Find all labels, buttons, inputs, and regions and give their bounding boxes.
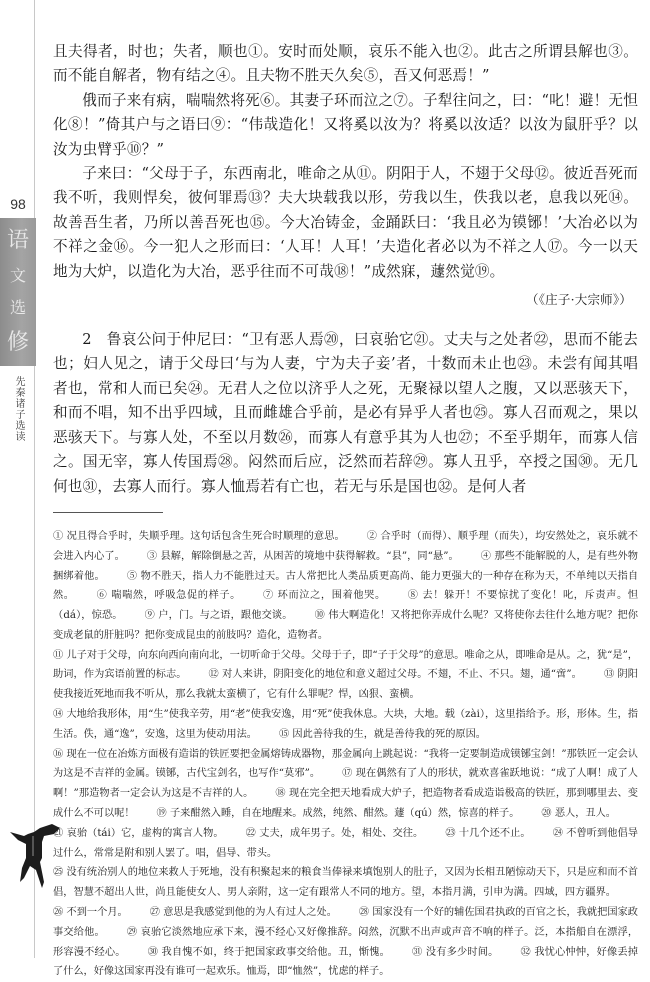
footnote: ㉛ 没有多少时间。	[412, 946, 499, 958]
footnote: ⑤ 物不胜天，指人力不能胜过天。古人常把比人类品质更高尚、能力更强大的一种存在称为天，不单纯以天指自然。	[53, 570, 639, 602]
footnote: ⑥ 喘喘然，呼吸急促的样子。	[96, 590, 241, 602]
source-citation: （《庄子·大宗师》）	[526, 292, 632, 308]
book-title: 先秦诸子选读	[13, 376, 24, 442]
footnote: ⑭ 大地给我形体，用“生”使我辛劳，用“老”使我安逸，用“死”使我休息。大块，大地。载（zài），这里指给予。形，形体。生，指生活。佚，通“逸”，安逸，这里为使动用法。	[53, 709, 638, 740]
footnote: ⑬ 阴阳使我接近死地而我不听从，那么我就太蛮横了，它有什么罪呢？悍，凶狠、蛮横。	[53, 669, 638, 701]
footnote: ② 合乎时（而得）、顺乎理（而失），均安然处之，哀乐就不会进入内心了。	[53, 530, 638, 562]
paragraph: 子来曰：“父母于子，东西南北，唯命之从⑪。阴阳于人，不翅于父母⑫。彼近吾死而我不听，我则悍矣，彼何罪焉⑬？夫大块载我以形，劳我以生，佚我以老，息我以死⑭。故善吾生者，乃所以善吾死也⑮。今大冶铸金，金踊跃曰：‘我且必为镆铘！’大冶必以为不祥之金⑯。今一犯人之形而曰：‘人耳！人耳！’夫造化者必以为不祥之人⑰。今一以天地为大炉，以造化为大冶，恶乎往而不可哉⑱！”成然寐，蘧然觉⑲。	[53, 165, 638, 280]
paragraph: 且夫得者，时也；失者，顺也①。安时而处顺，哀乐不能入也②。此古之所谓县解也③。而不能自解者，物有结之④。且夫物不胜天久矣⑤，吾又何恶焉！”	[53, 43, 638, 85]
section-gap	[53, 310, 638, 328]
footnote: ⑮ 因此善待我的生，就是善待我的死的原因。	[278, 728, 486, 740]
footnote: ⑱ 现在完全把天地看成大炉子，把造物者看成造诣极高的铁匠，那到哪里去、变成什么不可以呢！	[53, 788, 638, 820]
footnote: ⑨ 户，门。与之语，跟他交谈。	[144, 610, 293, 622]
series-char: 语	[6, 228, 29, 253]
page-number: 98	[10, 196, 26, 212]
footnote: ⑫ 对人来讲，阴阳变化的地位和意义超过父母。不翅，不止、不只。翅，通“啻”。	[208, 669, 582, 681]
footnote: ⑧ 去！躲开！不要惊扰了变化！叱，斥责声。怛（dá），惊恐。	[53, 590, 638, 622]
footnote: ㉙ 哀骀它淡然地应承下来，漫不经心又好像推辞。闷然，沉默不出声或声音不响的样子。泛，本指船自在漂浮，形容漫不经心。	[53, 926, 639, 958]
footnote: ㉔ 不曾听到他倡导过什么，常常是附和别人罢了。唱，倡导、带头。	[53, 827, 638, 859]
footnote-block	[53, 863, 638, 982]
footnote: ⑩ 伟大啊造化！又将把你弄成什么呢？又将使你去往什么地方呢？把你变成老鼠的肝脏吗？把你变成昆虫的前肢吗？造化，造物者。	[53, 610, 638, 641]
footnote: ③ 县解，解除倒悬之苦，从困苦的境地中获得解救。“县”，同“悬”。	[146, 550, 459, 562]
series-char: 选	[9, 298, 26, 317]
main-text	[53, 40, 638, 499]
footnote: ⑪ 儿子对于父母，向东向西向南向北，一切听命于父母。父母于子，即“子于父母”的意思。唯命之从，即唯命是从。之，犹“是”，助词，作为宾语前置的标志。	[53, 649, 638, 681]
footnote: ① 况且得合乎时，失顺乎理。这句话包含生死合时顺理的意思。	[53, 530, 345, 542]
footnote: ⑯ 现在一位在冶炼方面极有造诣的铁匠要把金属熔铸成器物，那金属向上跳起说：“我将一定要制造成镆铘宝剑！”那铁匠一定会认为这是不吉祥的金属。镆铘，古代宝剑名，也写作“莫邪”。	[53, 748, 638, 780]
footnote: ⑦ 环而泣之，围着他哭。	[263, 590, 386, 602]
footnote: ⑳ 恶人，丑人。	[541, 808, 616, 820]
footnotes	[53, 527, 638, 982]
footnote-divider	[53, 512, 163, 513]
paragraph: 2 鲁哀公问于仲尼曰：“卫有恶人焉⑳，曰哀骀它㉑。丈夫与之处者㉒，思而不能去也；妇人见之，请于父母曰‘与为人妻，宁为夫子妾’者，十数而未止也㉓。未尝有闻其唱者也，常和人而已矣㉔。无君人之位以济乎人之死，无聚禄以望人之腹，又以恶骇天下，和而不唱，知不出乎四域，且而雌雄合乎前，是必有异乎人者也㉕。寡人召而观之，果以恶骇天下。与寡人处，不至以月数㉖，而寡人有意乎其为人也㉗；不至乎期年，而寡人信之。国无宰，寡人传国焉㉘。闷然而后应，泛然而若辞㉙。寡人丑乎，卒授之国㉚。无几何也㉛，去寡人而行。寡人恤焉若有亡也，若无与乐是国也㉜。是何人者	[53, 331, 638, 495]
footnote: ㉕ 没有统治别人的地位来救人于死地，没有积聚起来的粮食当俸禄来填饱别人的肚子，又因为长相丑陋惊动天下，只是应和而不首倡，智慧不超出人世，尚且能使女人、男人亲附，这一定有跟常人不同的地方。望，本指月满，引申为满。四域，四方疆界。	[53, 867, 638, 899]
footnote-block	[53, 745, 638, 864]
series-char: 修	[6, 330, 29, 355]
series-tab	[0, 218, 36, 366]
footnote: ㉗ 意思是我感觉到他的为人有过人之处。	[149, 907, 337, 919]
paragraph: 俄而子来有病，喘喘然将死⑥。其妻子环而泣之⑦。子犁往问之，曰：“叱！避！无怛化⑧！”倚其户与之语曰⑨：“伟哉造化！又将奚以汝为？将奚以汝适？以汝为鼠肝乎？以汝为虫臂乎⑩？”	[53, 91, 638, 158]
footnote: ㉜ 我忧心忡忡，好像丢掉了什么，好像这国家再没有谁可一起欢乐。恤焉，即“恤然”，忧虑的样子。	[53, 946, 638, 978]
footnote: ⑰ 现在偶然有了人的形状，就欢喜雀跃地说：“成了人啊！成了人啊！”那造物者一定会认为这是不吉祥的人。	[53, 768, 638, 800]
page-content	[53, 40, 638, 982]
footnote: ⑲ 子来酣然入睡，自在地醒来。成然，纯然、酣然。蘧（qú）然，惊喜的样子。	[156, 808, 520, 820]
margin-rule	[34, 0, 35, 958]
footnote: ㉘ 国家没有一个好的辅佐国君执政的百官之长，我就把国家政事交给他。	[53, 907, 638, 938]
footnote: ㉓ 十几个还不止。	[445, 827, 531, 839]
series-char: 文	[9, 266, 26, 285]
footnote: ㉒ 丈夫，成年男子。处，相处、交往。	[245, 827, 424, 839]
footnote-block	[53, 646, 638, 705]
footnote-block	[53, 527, 638, 646]
footnote-block	[53, 705, 638, 745]
footnote: ㉖ 不到一个月。	[53, 907, 128, 919]
footnote: ㉑ 哀骀（tái）它，虚构的寓言人物。	[53, 827, 224, 839]
footnote: ㉚ 我自愧不如，终于把国家政事交给他。丑，惭愧。	[147, 946, 390, 958]
footnote: ④ 那些不能解脱的人，是有些外物捆绑着他。	[53, 550, 638, 582]
